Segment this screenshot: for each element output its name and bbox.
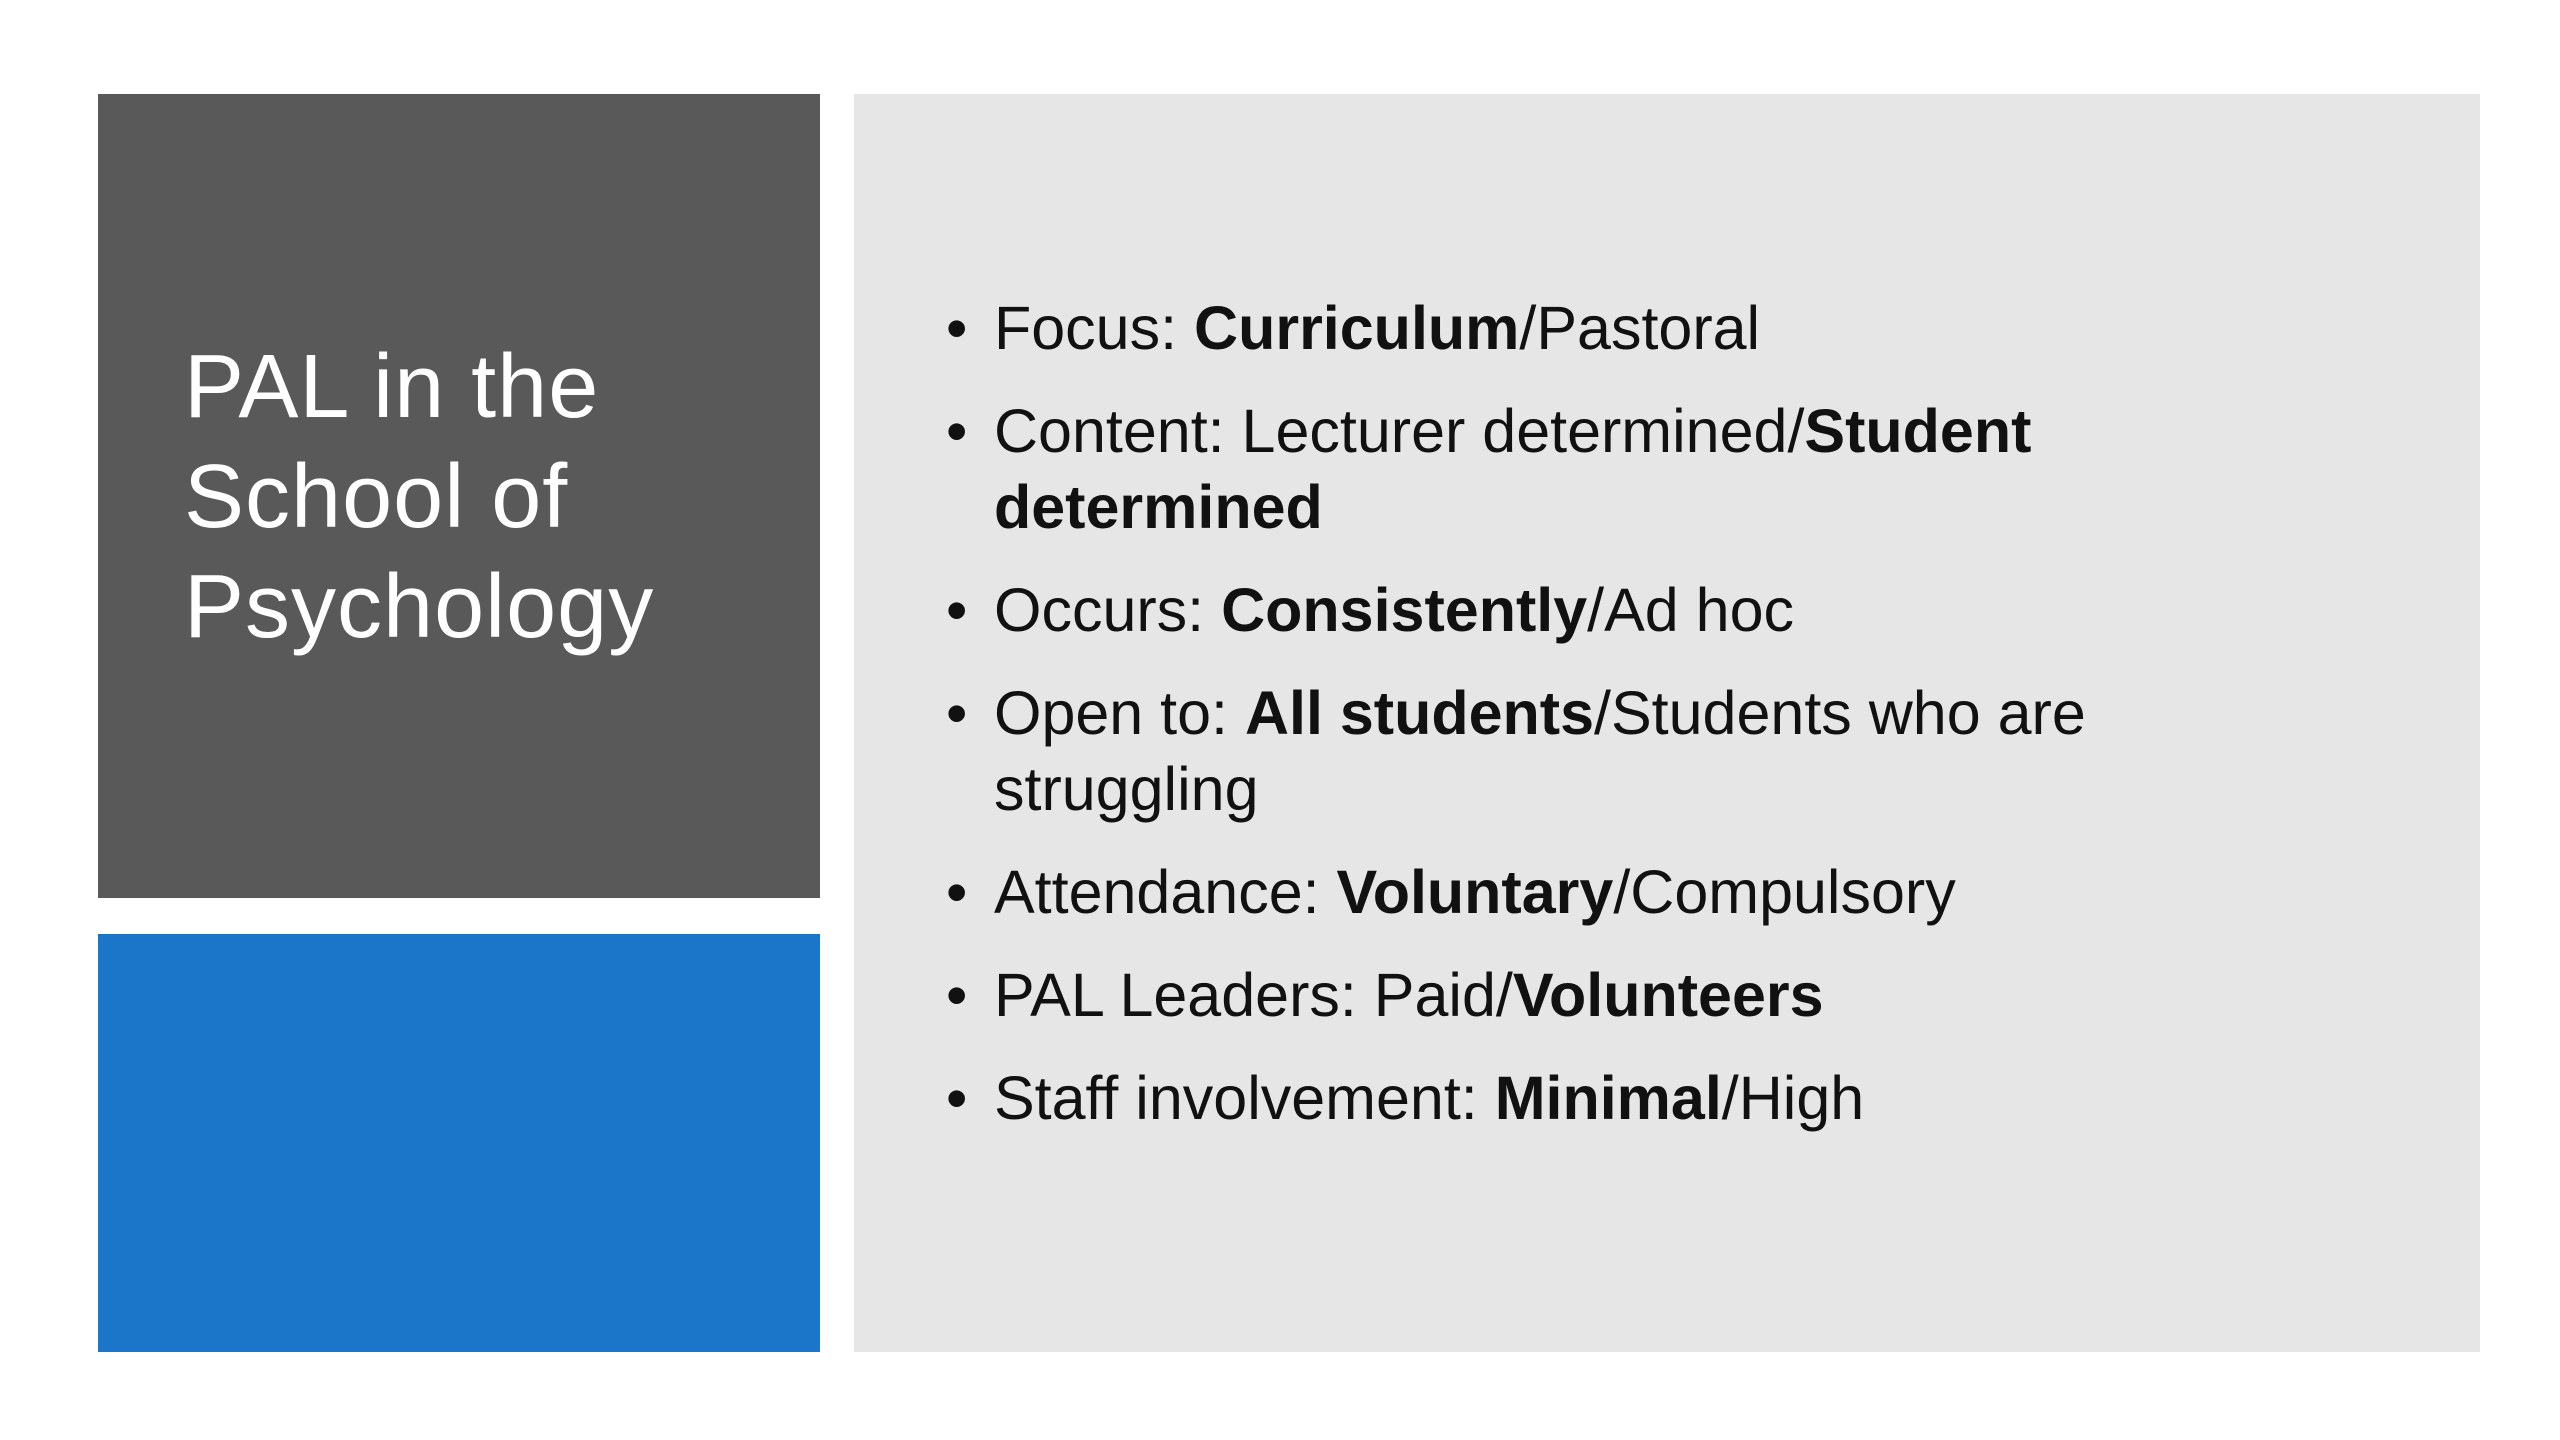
bullet-rest: /Students who are struggling [994, 679, 2086, 823]
bullet-rest: /Pastoral [1519, 294, 1761, 362]
bullet-bold-choice: Minimal [1494, 1064, 1722, 1132]
bullet-label: PAL Leaders: Paid/ [994, 961, 1513, 1029]
bullet-point-icon: • [946, 576, 968, 644]
bullet-bold-choice: Student determined [994, 397, 2032, 541]
bullet-item-occurs [946, 572, 2246, 648]
bullet-bold-choice: Volunteers [1512, 961, 1824, 1029]
bullet-item-focus [946, 290, 2246, 366]
slide-title: PAL in the School of Psychology [184, 337, 655, 657]
bullet-rest: /Ad hoc [1587, 576, 1795, 644]
bullet-rest: /High [1721, 1064, 1865, 1132]
bullet-item-attendance [946, 854, 2246, 930]
bullet-bold-choice: Curriculum [1194, 294, 1520, 362]
bullet-point-icon: • [946, 858, 968, 926]
bullet-label: Staff involvement: [994, 1064, 1495, 1132]
bullet-label: Open to: [994, 679, 1245, 747]
bullet-item-staff-involvement [946, 1060, 2246, 1136]
bullet-point-icon: • [946, 679, 968, 747]
bullet-list [946, 290, 2246, 1163]
bullet-rest: /Compulsory [1613, 858, 1956, 926]
bullet-label: Focus: [994, 294, 1195, 362]
bullet-label: Attendance: [994, 858, 1337, 926]
title-panel [98, 94, 820, 898]
bullet-item-open-to [946, 675, 2246, 827]
bullet-point-icon: • [946, 1064, 968, 1132]
bullet-item-content [946, 393, 2246, 545]
bullet-label: Content: Lecturer determined/ [994, 397, 1805, 465]
bullet-point-icon: • [946, 294, 968, 362]
bullet-bold-choice: Voluntary [1336, 858, 1614, 926]
bullet-label: Occurs: [994, 576, 1222, 644]
content-panel [854, 94, 2480, 1352]
bullet-bold-choice: All students [1244, 679, 1595, 747]
bullet-point-icon: • [946, 961, 968, 1029]
bullet-point-icon: • [946, 397, 968, 465]
accent-panel [98, 934, 820, 1352]
bullet-bold-choice: Consistently [1221, 576, 1588, 644]
bullet-item-pal-leaders [946, 957, 2246, 1033]
